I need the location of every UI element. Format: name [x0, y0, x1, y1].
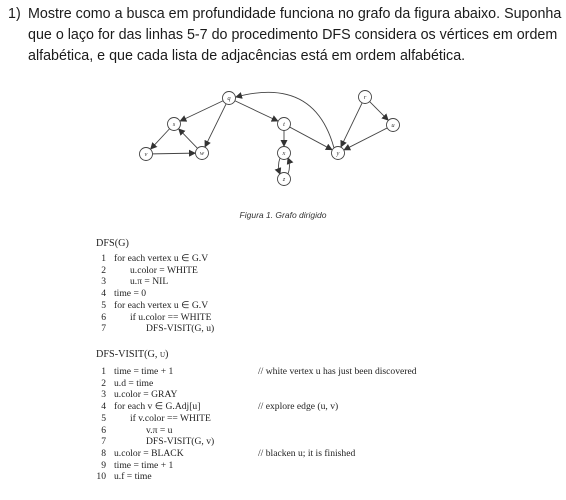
- dfs-visit-line-number: 9: [101, 459, 106, 471]
- vertex-label-u: u: [391, 122, 395, 130]
- edge-q-w: [205, 104, 226, 147]
- edge-w-s: [179, 129, 198, 148]
- vertex-label-v: v: [144, 151, 148, 159]
- dfs-visit-line-number: 8: [101, 447, 106, 459]
- edge-z-x: [288, 158, 290, 174]
- graph-edges: [151, 92, 388, 174]
- dfs-line-number: 5: [101, 299, 106, 311]
- edge-s-v: [151, 129, 170, 149]
- question-text: [8, 4, 560, 67]
- dfs-visit-line-comment: // blacken u; it is finished: [258, 447, 356, 459]
- vertex-label-q: q: [227, 95, 231, 103]
- vertex-x: [278, 147, 291, 160]
- question-line-1: [8, 4, 560, 25]
- dfs-visit-line-code: u.color = GRAY: [114, 389, 178, 401]
- vertex-q: [223, 92, 236, 105]
- edge-t-y: [290, 127, 332, 150]
- vertex-label-z: z: [282, 176, 286, 184]
- dfs-visit-line-code: time = time + 1: [114, 459, 174, 471]
- dfs-line-code: for each vertex u ∈ G.V: [114, 299, 209, 311]
- dfs-visit-line-comment: // explore edge (u, v): [258, 401, 339, 413]
- question-line-3: alfabética, e que cada lista de adjacências está em ordem alfabética.: [28, 48, 466, 64]
- dfs-visit-line-code: if v.color == WHITE: [130, 412, 211, 424]
- dfs-visit-line-number: 10: [96, 471, 106, 483]
- dfs-line-number: 2: [101, 264, 106, 276]
- vertex-label-r: r: [363, 94, 367, 102]
- question-line-text: Mostre como a busca em profundidade funciona no grafo da figura abaixo. Suponha: [28, 6, 562, 22]
- dfs-line-number: 1: [101, 253, 106, 264]
- dfs-line-number: 3: [101, 276, 106, 288]
- dfs-visit-line-code: for each v ∈ G.Adj[u]: [114, 401, 201, 413]
- graph-vertices: [140, 91, 400, 186]
- dfs-line-code: if u.color == WHITE: [130, 311, 212, 323]
- dfs-line-number: 7: [101, 323, 106, 335]
- dfs-visit-line-number: 5: [101, 412, 106, 424]
- dfs-line-code: DFS-VISIT(G, u): [146, 323, 215, 335]
- dfs-line-number: 4: [101, 288, 106, 300]
- edge-q-s: [180, 101, 223, 121]
- vertex-v: [140, 148, 153, 161]
- dfs-title-text: DFS(G): [96, 238, 129, 249]
- dfs-visit-line-code: DFS-VISIT(G, v): [146, 436, 215, 448]
- edge-x-z: [279, 158, 281, 174]
- dfs-visit-line-code: u.f = time: [114, 471, 152, 483]
- vertex-label-s: s: [172, 121, 176, 129]
- dfs-visit-line-number: 3: [101, 389, 106, 401]
- vertex-z: [278, 173, 291, 186]
- dfs-visit-line-number: 6: [101, 424, 106, 436]
- vertex-w: [196, 147, 209, 160]
- dfs-visit-title: [96, 349, 168, 360]
- edge-r-y: [341, 103, 362, 147]
- dfs-visit-line-number: 2: [101, 377, 106, 389]
- edge-v-w: [152, 153, 195, 154]
- dfs-line-code: u.π = NIL: [130, 276, 169, 288]
- question-line-2: que o laço for das linhas 5-7 do procedimento DFS considera os vértices em ordem: [28, 27, 558, 43]
- dfs-visit-line-number: 4: [101, 401, 106, 413]
- dfs-line-code: u.color = WHITE: [130, 264, 198, 276]
- directed-graph-figure: [0, 82, 566, 207]
- edge-r-u: [370, 102, 388, 120]
- dfs-line-code: for each vertex u ∈ G.V: [114, 253, 209, 264]
- dfs-visit-line-code: u.color = BLACK: [114, 447, 184, 459]
- dfs-visit-line-code: time = time + 1: [114, 366, 174, 377]
- vertex-y: [332, 147, 345, 160]
- dfs-visit-line-number: 1: [101, 366, 106, 377]
- edge-q-t: [235, 101, 278, 121]
- dfs-visit-line-code: v.π = u: [146, 424, 173, 436]
- vertex-r: [359, 91, 372, 104]
- vertex-label-y: y: [336, 150, 340, 158]
- dfs-visit-line-comment: // white vertex u has just been discovered: [258, 366, 417, 377]
- dfs-visit-title-text: DFS-VISIT(G, u): [96, 349, 169, 360]
- vertex-label-x: x: [282, 150, 286, 158]
- dfs-title: [96, 238, 129, 249]
- figure-caption: Figura 1. Grafo dirigido: [239, 210, 327, 220]
- vertex-label-w: w: [199, 150, 205, 158]
- vertex-t: [278, 118, 291, 131]
- vertex-u: [387, 119, 400, 132]
- edge-u-y: [344, 128, 387, 150]
- question-number: 1): [8, 6, 21, 22]
- dfs-line-code: time = 0: [114, 288, 147, 300]
- vertex-label-t: t: [283, 121, 285, 129]
- dfs-visit-line-code: u.d = time: [114, 377, 154, 389]
- dfs-line-number: 6: [101, 311, 106, 323]
- vertex-s: [168, 118, 181, 131]
- dfs-visit-line-number: 7: [101, 436, 106, 448]
